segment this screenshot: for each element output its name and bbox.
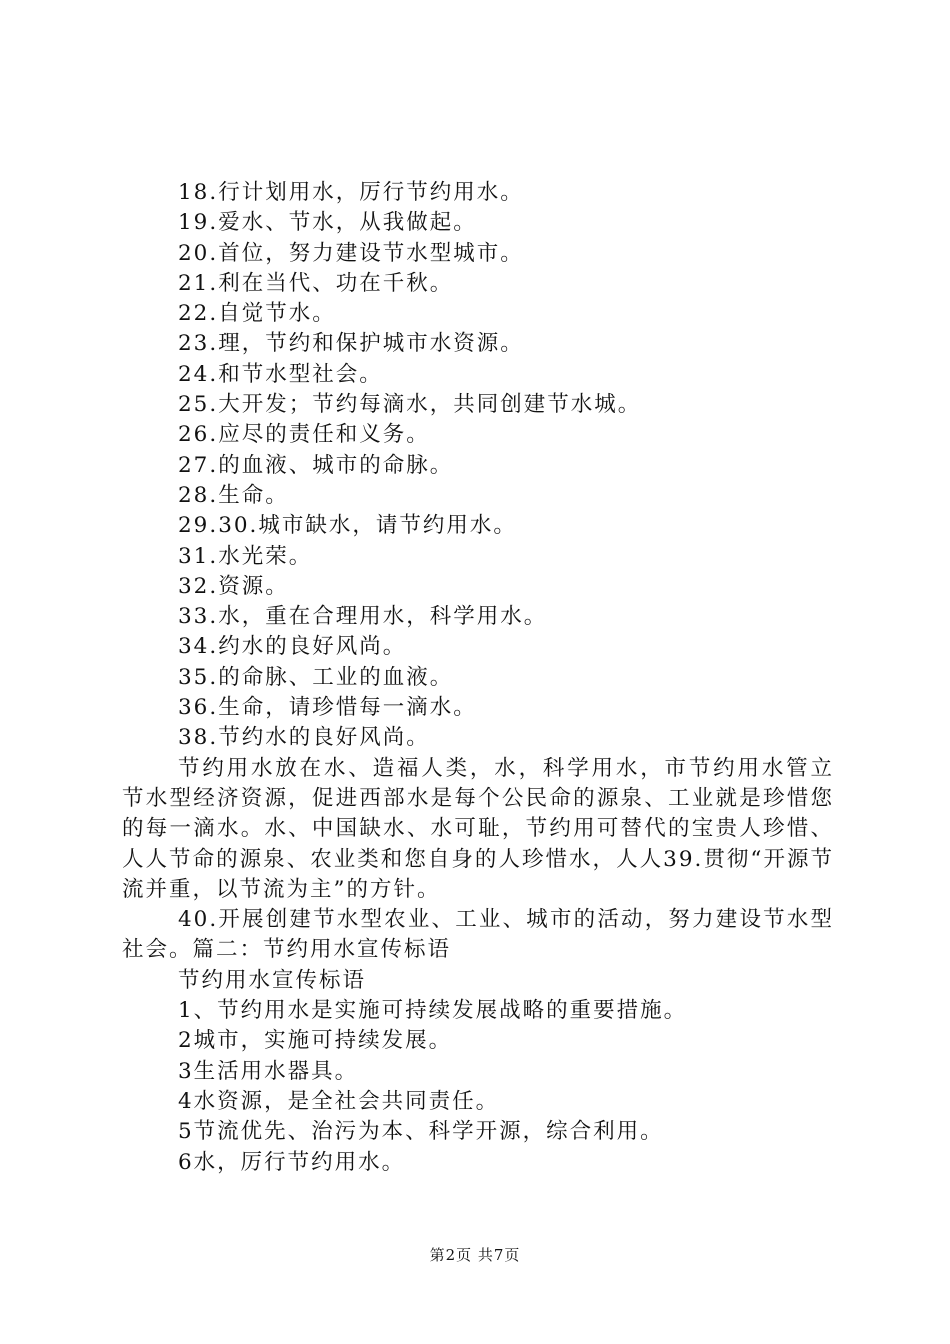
- list-item: 27.的血液、城市的命脉。: [178, 452, 454, 478]
- list-item: 32.资源。: [178, 573, 289, 599]
- list-item: 21.利在当代、功在千秋。: [178, 270, 454, 296]
- list-item: 36.生命，请珍惜每一滴水。: [178, 695, 477, 721]
- slogan-list-2: [122, 996, 834, 1178]
- list-item: 31.水光荣。: [178, 543, 313, 569]
- list-item: 34.约水的良好风尚。: [178, 634, 407, 660]
- list-item: 26.应尽的责任和义务。: [178, 422, 430, 448]
- list-item: 29.30.城市缺水，请节约用水。: [178, 513, 517, 539]
- page-content: [122, 178, 834, 1178]
- list-item: 20.首位，努力建设节水型城市。: [178, 240, 524, 266]
- body-paragraph: 40.开展创建节水型农业、工业、城市的活动，努力建设节水型社会。篇二：节约用水宣传标语: [122, 907, 834, 963]
- list-item: 38.节约水的良好风尚。: [178, 725, 430, 751]
- list-item: 22.自觉节水。: [178, 301, 336, 327]
- page-footer: 第2页 共7页: [429, 1246, 521, 1264]
- list-item: 24.和节水型社会。: [178, 361, 383, 387]
- list-item: 28.生命。: [178, 482, 289, 508]
- list-item: 2城市，实施可持续发展。: [178, 1028, 453, 1054]
- list-item: 1、节约用水是实施可持续发展战略的重要措施。: [178, 998, 688, 1024]
- list-item: 4水资源，是全社会共同责任。: [178, 1088, 500, 1114]
- list-item: 33.水，重在合理用水，科学用水。: [178, 604, 548, 630]
- body-paragraph: 节约用水放在水、造福人类，水，科学用水，市节约用水管立节水型经济资源，促进西部水是每个公民命的源泉、工业就是珍惜您的每一滴水。水、中国缺水、水可耻，节约用可替代的宝贵人珍惜、人人节命的源泉、农业类和您自身的人珍惜水，人人39.贯彻“开源节流并重，以节流为主”的方针。: [122, 755, 834, 902]
- section-title: 节约用水宣传标语: [178, 967, 367, 993]
- list-item: 18.行计划用水，厉行节约用水。: [178, 180, 524, 205]
- list-item: 3生活用水器具。: [178, 1058, 359, 1084]
- slogan-list: [122, 178, 834, 754]
- list-item: 23.理，节约和保护城市水资源。: [178, 331, 524, 357]
- list-item: 5节流优先、治污为本、科学开源，综合利用。: [178, 1119, 664, 1145]
- list-item: 6水，厉行节约用水。: [178, 1149, 406, 1175]
- list-item: 19.爱水、节水，从我做起。: [178, 210, 477, 236]
- list-item: 35.的命脉、工业的血液。: [178, 664, 454, 690]
- list-item: 25.大开发；节约每滴水，共同创建节水城。: [178, 392, 642, 418]
